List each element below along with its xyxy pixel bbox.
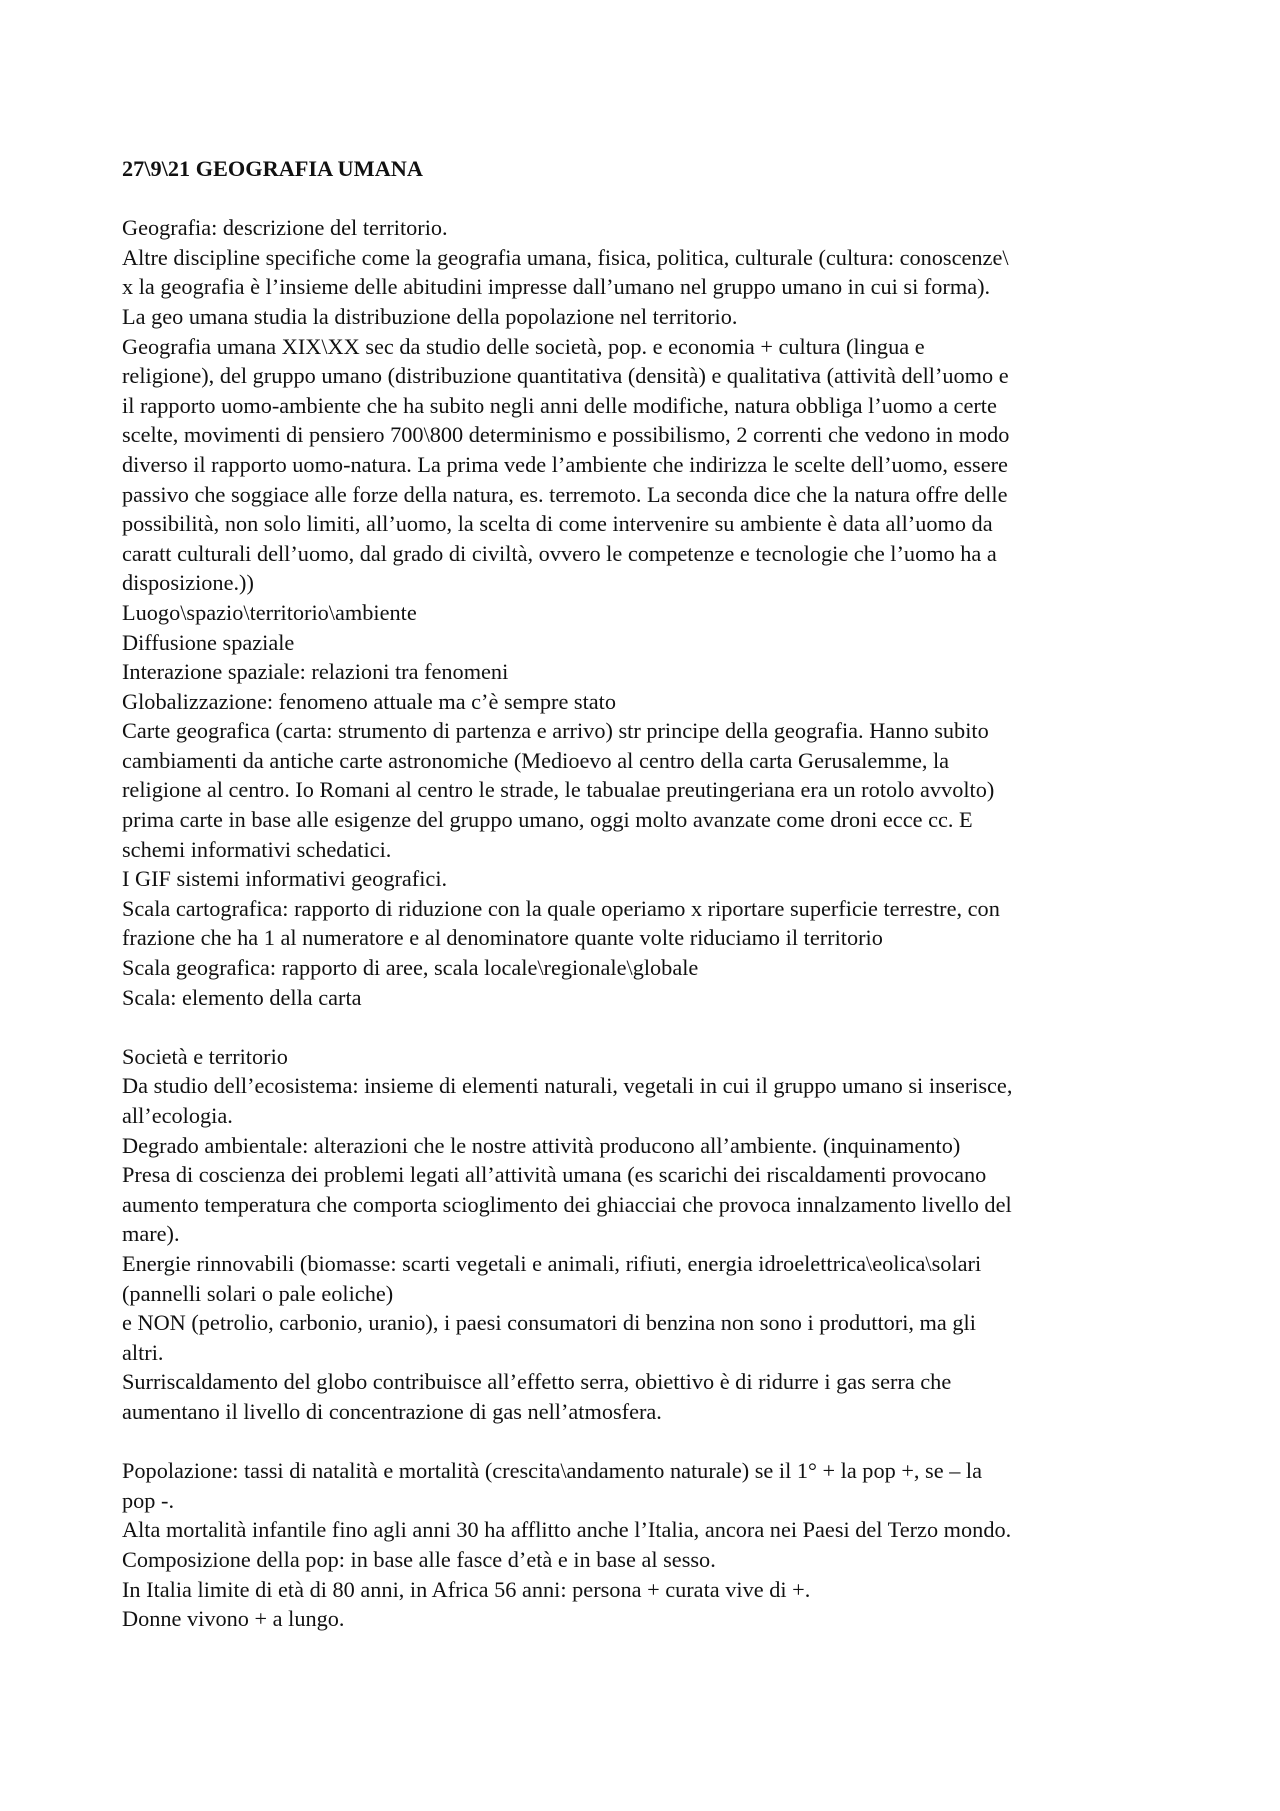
text-line: Geografia umana XIX\XX sec da studio delle società, pop. e economia + cultura (lingua e xyxy=(122,333,925,359)
text-line: Altre discipline specifiche come la geografia umana, fisica, politica, culturale (cultura: conoscenze\ xyxy=(122,244,1009,270)
text-line: Donne vivono + a lungo. xyxy=(122,1606,345,1632)
text-line: La geo umana studia la distribuzione della popolazione nel territorio. xyxy=(122,303,738,329)
text-line: Luogo\spazio\territorio\ambiente xyxy=(122,599,417,625)
text-line: pop -. xyxy=(122,1487,175,1513)
text-line: schemi informativi schedatici. xyxy=(122,836,392,862)
text-line: possibilità, non solo limiti, all’uomo, la scelta di come intervenire su ambiente è data all’uomo da xyxy=(122,511,993,537)
section-societa-territorio xyxy=(122,1042,1172,1427)
text-line: e NON (petrolio, carbonio, uranio), i paesi consumatori di benzina non sono i produttori, ma gli xyxy=(122,1310,976,1336)
text-line: Composizione della pop: in base alle fasce d’età e in base al sesso. xyxy=(122,1546,716,1572)
text-line: religione al centro. Io Romani al centro le strade, le tabualae preutingeriana era un rotolo avvolto) xyxy=(122,777,995,803)
text-line: all’ecologia. xyxy=(122,1103,233,1128)
document-title: 27\9\21 GEOGRAFIA UMANA xyxy=(122,156,424,181)
blank-line xyxy=(122,184,1172,214)
text-line: Globalizzazione: fenomeno attuale ma c’è sempre stato xyxy=(122,688,617,714)
text-line: caratt culturali dell’uomo, dal grado di civiltà, ovvero le competenze e tecnologie che l’uomo ha a xyxy=(122,540,997,566)
text-line: Da studio dell’ecosistema: insieme di elementi naturali, vegetali in cui il gruppo umano si inserisce, xyxy=(122,1073,1013,1099)
text-line: frazione che ha 1 al numeratore e al denominatore quante volte riduciamo il territorio xyxy=(122,925,883,951)
text-line: x la geografia è l’insieme delle abitudini impresse dall’umano nel gruppo umano in cui si forma). xyxy=(122,274,991,300)
text-line: Società e territorio xyxy=(122,1043,288,1069)
text-line: Interazione spaziale: relazioni tra fenomeni xyxy=(122,659,509,685)
text-line: Degrado ambientale: alterazioni che le nostre attività producono all’ambiente. (inquinamento) xyxy=(122,1132,961,1158)
text-line: disposizione.)) xyxy=(122,570,254,596)
text-line: Alta mortalità infantile fino agli anni 30 ha afflitto anche l’Italia, ancora nei Paesi del Terzo mondo. xyxy=(122,1517,1012,1543)
text-line: (pannelli solari o pale eoliche) xyxy=(122,1280,394,1306)
text-line: religione), del gruppo umano (distribuzione quantitativa (densità) e qualitativa (attività dell’uomo e xyxy=(122,363,1009,389)
blank-line xyxy=(122,1427,1172,1457)
blank-line xyxy=(122,1012,1172,1042)
section-geografia-umana xyxy=(122,213,1172,1012)
text-line: Popolazione: tassi di natalità e mortalità (crescita\andamento naturale) se il 1° + la pop +, se – la xyxy=(122,1458,983,1484)
text-line: Carte geografica (carta: strumento di partenza e arrivo) str principe della geografia. Hanno subito xyxy=(122,718,989,744)
text-line: passivo che soggiace alle forze della natura, es. terremoto. La seconda dice che la natura offre delle xyxy=(122,481,1008,507)
text-line: aumento temperatura che comporta scioglimento dei ghiacciai che provoca innalzamento livello del xyxy=(122,1191,1012,1217)
text-line: Surriscaldamento del globo contribuisce all’effetto serra, obiettivo è di ridurre i gas serra che xyxy=(122,1369,952,1395)
text-line: altri. xyxy=(122,1339,164,1365)
text-line: In Italia limite di età di 80 anni, in Africa 56 anni: persona + curata vive di +. xyxy=(122,1576,811,1602)
text-line: mare). xyxy=(122,1221,180,1247)
text-line: Geografia: descrizione del territorio. xyxy=(122,215,448,241)
text-line: Scala: elemento della carta xyxy=(122,984,362,1010)
text-line: Scala cartografica: rapporto di riduzione con la quale operiamo x riportare superficie terrestre, con xyxy=(122,895,1000,921)
text-line: Diffusione spaziale xyxy=(122,629,295,655)
text-line: I GIF sistemi informativi geografici. xyxy=(122,866,448,892)
text-line: diverso il rapporto uomo-natura. La prima vede l’ambiente che indirizza le scelte dell’uomo, essere xyxy=(122,451,1008,477)
text-line: Energie rinnovabili (biomasse: scarti vegetali e animali, rifiuti, energia idroelettrica\eolica\solari xyxy=(122,1250,982,1276)
text-line: il rapporto uomo-ambiente che ha subito negli anni delle modifiche, natura obbliga l’uomo a certe xyxy=(122,392,997,418)
section-popolazione xyxy=(122,1456,1172,1634)
text-line: cambiamenti da antiche carte astronomiche (Medioevo al centro della carta Gerusalemme, la xyxy=(122,747,950,773)
text-line: Presa di coscienza dei problemi legati all’attività umana (es scarichi dei riscaldamenti provocano xyxy=(122,1162,987,1188)
text-line: Scala geografica: rapporto di aree, scala locale\regionale\globale xyxy=(122,955,699,981)
text-line: aumentano il livello di concentrazione di gas nell’atmosfera. xyxy=(122,1398,662,1424)
text-line: prima carte in base alle esigenze del gruppo umano, oggi molto avanzate come droni ecce cc. E xyxy=(122,807,973,833)
text-line: scelte, movimenti di pensiero 700\800 determinismo e possibilismo, 2 correnti che vedono in modo xyxy=(122,422,1010,448)
document-body xyxy=(122,154,1172,1634)
